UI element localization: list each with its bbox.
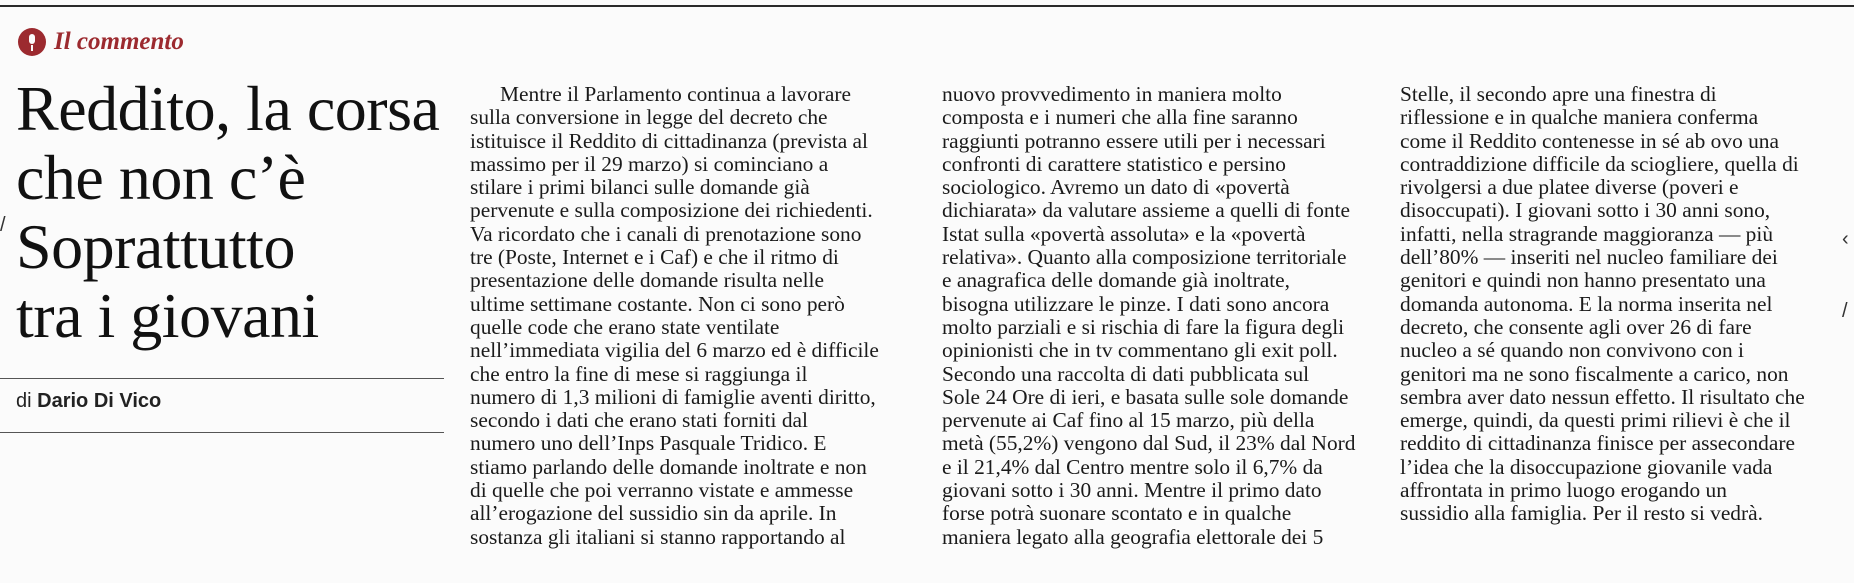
- text-line: maniera legato alla geografia elettorale dei 5: [942, 524, 1324, 549]
- text-line: sembra aver dato nessun effetto. Il risultato che: [1400, 384, 1805, 409]
- headline-line: Reddito, la corsa: [16, 73, 440, 144]
- text-line: molto parziali e si rischia di fare la figura degli: [942, 314, 1345, 339]
- text-line: confronti di carattere statistico e persino: [942, 151, 1286, 176]
- text-line: Sole 24 Ore di ieri, e basata sulle sole domande: [942, 384, 1349, 409]
- headline: [16, 74, 456, 350]
- text-line: massimo per il 29 marzo) si cominciano a: [470, 151, 829, 176]
- text-line: disoccupati). I giovani sotto i 30 anni sono,: [1400, 198, 1771, 223]
- text-line: emerge, quindi, da questi primi rilievi è che il: [1400, 408, 1791, 433]
- microphone-icon: [18, 28, 46, 56]
- text-line: sostanza gli italiani si stanno rapportando al: [470, 524, 846, 549]
- text-line: genitori e quindi non hanno presentato una: [1400, 268, 1766, 293]
- text-line: relativa». Quanto alla composizione territoriale: [942, 245, 1347, 270]
- text-line: e anagrafica delle domande già inoltrate,: [942, 268, 1291, 293]
- text-line: Secondo una raccolta di dati pubblicata sul: [942, 361, 1310, 386]
- text-line: presentazione delle domande risulta nelle: [470, 268, 824, 293]
- text-line: sulla conversione in legge del decreto che: [470, 105, 828, 130]
- text-line: stiamo parlando delle domande inoltrate e non: [470, 454, 867, 479]
- text-line: Stelle, il secondo apre una finestra di: [1400, 82, 1717, 106]
- byline: [16, 390, 161, 413]
- text-line: opinionisti che in tv commentano gli exit poll.: [942, 338, 1338, 363]
- kicker-label: Il commento: [54, 28, 184, 55]
- text-line: genitori ma ne sono fiscalmente a carico, non: [1400, 361, 1789, 386]
- text-line: forse potrà suonare scontato e in qualche: [942, 501, 1292, 526]
- text-line: dell’80% — inseriti nel nucleo familiare dei: [1400, 245, 1778, 270]
- text-line: istituisce il Reddito di cittadinanza (prevista al: [470, 128, 868, 153]
- byline-author: Dario Di Vico: [37, 390, 162, 412]
- text-line: composta e i numeri che alla fine saranno: [942, 105, 1298, 130]
- top-rule: [0, 5, 1854, 7]
- text-line: numero uno dell’Inps Pasquale Tridico. E: [470, 431, 827, 456]
- text-line: sociologico. Avremo un dato di «povertà: [942, 175, 1290, 200]
- text-line: raggiunti potranno essere utili per i necessari: [942, 128, 1326, 153]
- text-line: metà (55,2%) vengono dal Sud, il 23% dal Nord: [942, 431, 1356, 456]
- text-line: rivolgersi a due platee diverse (poveri e: [1400, 175, 1739, 200]
- text-line: e il 21,4% dal Centro mentre solo il 6,7% da: [942, 454, 1323, 479]
- text-line: infatti, nella stragrande maggioranza — più: [1400, 221, 1774, 246]
- text-line: secondo i dati che erano stati forniti dal: [470, 408, 808, 433]
- text-line: reddito di cittadinanza finisce per assecondare: [1400, 431, 1795, 456]
- article-column-3: [1400, 83, 1840, 526]
- text-line: riflessione e in qualche maniera conferma: [1400, 105, 1759, 130]
- article-column-2: [942, 83, 1382, 549]
- text-line: nucleo a sé quando non convivono con i: [1400, 338, 1744, 363]
- byline-top-rule: [0, 378, 444, 379]
- text-line: nell’immediata vigilia del 6 marzo ed è difficile: [470, 338, 879, 363]
- text-line: Istat sulla «povertà assoluta» e la «povertà: [942, 221, 1306, 246]
- text-line: stilare i primi bilanci sulle domande già: [470, 175, 810, 200]
- text-line: all’erogazione del sussidio sin da aprile. In: [470, 501, 837, 526]
- text-line: nuovo provvedimento in maniera molto: [942, 82, 1282, 106]
- text-line: tre (Poste, Internet e i Caf) e che il ritmo di: [470, 245, 839, 270]
- text-line: contraddizione difficile da sciogliere, quella di: [1400, 151, 1799, 176]
- section-kicker: [18, 28, 184, 56]
- text-line: Mentre il Parlamento continua a lavorare: [500, 82, 852, 106]
- right-edge-mark: ‹: [1842, 228, 1849, 250]
- text-line: di quelle che poi verranno vistate e ammesse: [470, 478, 854, 503]
- text-line: pervenute e sulla composizione dei richiedenti.: [470, 198, 873, 223]
- text-line: quelle code che erano state ventilate: [470, 314, 780, 339]
- left-edge-mark: /: [0, 214, 6, 236]
- text-line: l’idea che la disoccupazione giovanile vada: [1400, 454, 1773, 479]
- text-line: Va ricordato che i canali di prenotazione sono: [470, 221, 862, 246]
- text-line: pervenute ai Caf fino al 15 marzo, più della: [942, 408, 1315, 433]
- headline-line: tra i giovani: [16, 280, 319, 351]
- text-line: sussidio alla famiglia. Per il resto si vedrà.: [1400, 501, 1763, 526]
- text-line: domanda autonoma. E la norma inserita nel: [1400, 291, 1773, 316]
- headline-line: Soprattutto: [16, 211, 295, 282]
- byline-prefix: di: [16, 390, 32, 412]
- headline-line: che non c’è: [16, 142, 306, 213]
- article-column-1: [470, 83, 910, 549]
- text-line: dichiarata» da valutare assieme a quelli di fonte: [942, 198, 1351, 223]
- byline-bottom-rule: [0, 432, 444, 433]
- text-line: numero di 1,3 milioni di famiglie aventi diritto,: [470, 384, 876, 409]
- text-line: affrontata in primo luogo erogando un: [1400, 478, 1727, 503]
- text-line: ultime settimane costante. Non ci sono però: [470, 291, 845, 316]
- right-edge-mark: /: [1842, 300, 1848, 322]
- text-line: come il Reddito contenesse in sé ab ovo una: [1400, 128, 1779, 153]
- text-line: che entro la fine di mese si raggiunga il: [470, 361, 808, 386]
- text-line: decreto, che consente agli over 26 di fare: [1400, 314, 1752, 339]
- text-line: bisogna utilizzare le pinze. I dati sono ancora: [942, 291, 1330, 316]
- text-line: giovani sotto i 30 anni. Mentre il primo dato: [942, 478, 1322, 503]
